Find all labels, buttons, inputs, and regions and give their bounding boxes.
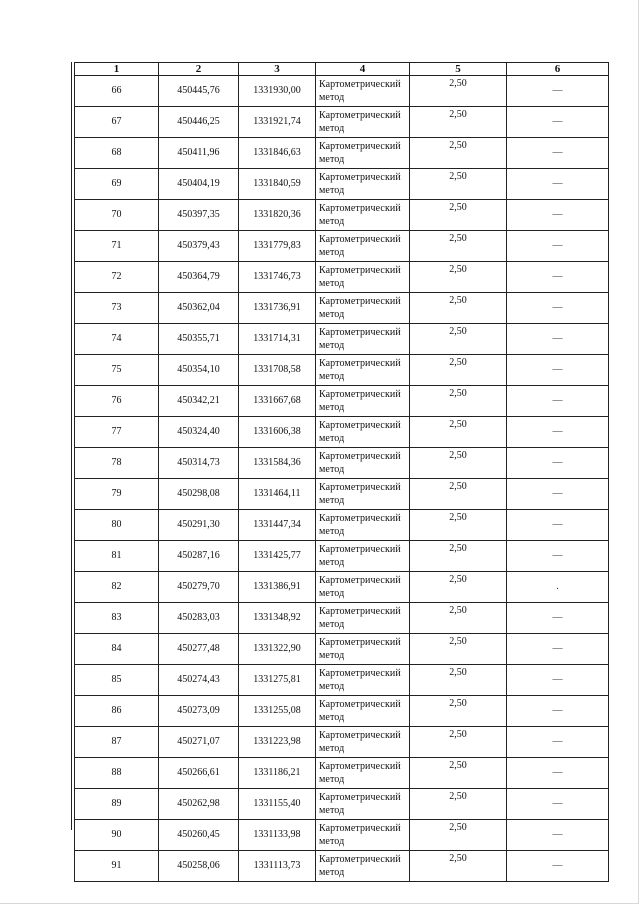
table-row	[75, 448, 609, 479]
y-coordinate-cell: 1331708,58	[239, 355, 316, 386]
error-cell: 2,50	[410, 510, 507, 541]
point-number-cell: 78	[75, 448, 159, 479]
point-number-cell: 68	[75, 138, 159, 169]
point-number-cell: 89	[75, 789, 159, 820]
method-cell: Картометрический метод	[316, 169, 410, 200]
table-row	[75, 696, 609, 727]
table-row	[75, 200, 609, 231]
x-coordinate-cell: 450291,30	[159, 510, 239, 541]
note-cell: —	[507, 789, 609, 820]
y-coordinate-cell: 1331113,73	[239, 851, 316, 882]
error-cell: 2,50	[410, 324, 507, 355]
method-cell: Картометрический метод	[316, 634, 410, 665]
method-cell: Картометрический метод	[316, 138, 410, 169]
x-coordinate-cell: 450258,06	[159, 851, 239, 882]
note-cell: —	[507, 417, 609, 448]
method-cell: Картометрический метод	[316, 355, 410, 386]
note-cell: —	[507, 665, 609, 696]
header-row	[75, 63, 609, 76]
coordinates-table	[74, 62, 609, 882]
x-coordinate-cell: 450364,79	[159, 262, 239, 293]
method-cell: Картометрический метод	[316, 200, 410, 231]
x-coordinate-cell: 450446,25	[159, 107, 239, 138]
table-row	[75, 541, 609, 572]
y-coordinate-cell: 1331464,11	[239, 479, 316, 510]
point-number-cell: 71	[75, 231, 159, 262]
header-col-1: 1	[75, 63, 159, 76]
y-coordinate-cell: 1331840,59	[239, 169, 316, 200]
error-cell: 2,50	[410, 262, 507, 293]
error-cell: 2,50	[410, 758, 507, 789]
y-coordinate-cell: 1331133,98	[239, 820, 316, 851]
y-coordinate-cell: 1331322,90	[239, 634, 316, 665]
x-coordinate-cell: 450287,16	[159, 541, 239, 572]
x-coordinate-cell: 450283,03	[159, 603, 239, 634]
table-row	[75, 231, 609, 262]
x-coordinate-cell: 450411,96	[159, 138, 239, 169]
point-number-cell: 73	[75, 293, 159, 324]
error-cell: 2,50	[410, 386, 507, 417]
method-cell: Картометрический метод	[316, 603, 410, 634]
error-cell: 2,50	[410, 76, 507, 107]
method-cell: Картометрический метод	[316, 727, 410, 758]
x-coordinate-cell: 450298,08	[159, 479, 239, 510]
method-cell: Картометрический метод	[316, 665, 410, 696]
y-coordinate-cell: 1331714,31	[239, 324, 316, 355]
x-coordinate-cell: 450342,21	[159, 386, 239, 417]
note-cell: —	[507, 138, 609, 169]
x-coordinate-cell: 450277,48	[159, 634, 239, 665]
point-number-cell: 79	[75, 479, 159, 510]
table-row	[75, 324, 609, 355]
y-coordinate-cell: 1331820,36	[239, 200, 316, 231]
table-row	[75, 851, 609, 882]
error-cell: 2,50	[410, 572, 507, 603]
x-coordinate-cell: 450260,45	[159, 820, 239, 851]
note-cell: —	[507, 758, 609, 789]
note-cell: —	[507, 231, 609, 262]
table-row	[75, 572, 609, 603]
error-cell: 2,50	[410, 696, 507, 727]
y-coordinate-cell: 1331348,92	[239, 603, 316, 634]
error-cell: 2,50	[410, 727, 507, 758]
table-row	[75, 820, 609, 851]
left-margin-rule	[71, 62, 72, 830]
x-coordinate-cell: 450279,70	[159, 572, 239, 603]
error-cell: 2,50	[410, 851, 507, 882]
note-cell: —	[507, 262, 609, 293]
note-cell: —	[507, 851, 609, 882]
table-row	[75, 634, 609, 665]
y-coordinate-cell: 1331736,91	[239, 293, 316, 324]
y-coordinate-cell: 1331779,83	[239, 231, 316, 262]
error-cell: 2,50	[410, 231, 507, 262]
table-row	[75, 665, 609, 696]
point-number-cell: 70	[75, 200, 159, 231]
x-coordinate-cell: 450262,98	[159, 789, 239, 820]
error-cell: 2,50	[410, 665, 507, 696]
point-number-cell: 84	[75, 634, 159, 665]
y-coordinate-cell: 1331746,73	[239, 262, 316, 293]
table-row	[75, 789, 609, 820]
note-cell: —	[507, 448, 609, 479]
point-number-cell: 72	[75, 262, 159, 293]
y-coordinate-cell: 1331425,77	[239, 541, 316, 572]
table-header	[75, 63, 609, 76]
note-cell: —	[507, 541, 609, 572]
header-col-2: 2	[159, 63, 239, 76]
point-number-cell: 90	[75, 820, 159, 851]
note-cell: —	[507, 107, 609, 138]
x-coordinate-cell: 450355,71	[159, 324, 239, 355]
y-coordinate-cell: 1331584,36	[239, 448, 316, 479]
x-coordinate-cell: 450404,19	[159, 169, 239, 200]
x-coordinate-cell: 450271,07	[159, 727, 239, 758]
y-coordinate-cell: 1331930,00	[239, 76, 316, 107]
note-cell: —	[507, 727, 609, 758]
point-number-cell: 87	[75, 727, 159, 758]
y-coordinate-cell: 1331275,81	[239, 665, 316, 696]
table-row	[75, 417, 609, 448]
method-cell: Картометрический метод	[316, 386, 410, 417]
note-cell: —	[507, 510, 609, 541]
method-cell: Картометрический метод	[316, 758, 410, 789]
table-row	[75, 727, 609, 758]
y-coordinate-cell: 1331155,40	[239, 789, 316, 820]
note-cell: —	[507, 293, 609, 324]
table-row	[75, 510, 609, 541]
error-cell: 2,50	[410, 293, 507, 324]
error-cell: 2,50	[410, 479, 507, 510]
method-cell: Картометрический метод	[316, 448, 410, 479]
error-cell: 2,50	[410, 138, 507, 169]
method-cell: Картометрический метод	[316, 417, 410, 448]
y-coordinate-cell: 1331606,38	[239, 417, 316, 448]
point-number-cell: 75	[75, 355, 159, 386]
error-cell: 2,50	[410, 820, 507, 851]
note-cell: —	[507, 820, 609, 851]
header-col-4: 4	[316, 63, 410, 76]
method-cell: Картометрический метод	[316, 293, 410, 324]
y-coordinate-cell: 1331186,21	[239, 758, 316, 789]
x-coordinate-cell: 450314,73	[159, 448, 239, 479]
error-cell: 2,50	[410, 634, 507, 665]
y-coordinate-cell: 1331667,68	[239, 386, 316, 417]
x-coordinate-cell: 450266,61	[159, 758, 239, 789]
point-number-cell: 74	[75, 324, 159, 355]
error-cell: 2,50	[410, 603, 507, 634]
method-cell: Картометрический метод	[316, 572, 410, 603]
point-number-cell: 91	[75, 851, 159, 882]
error-cell: 2,50	[410, 169, 507, 200]
note-cell: —	[507, 76, 609, 107]
point-number-cell: 66	[75, 76, 159, 107]
x-coordinate-cell: 450354,10	[159, 355, 239, 386]
x-coordinate-cell: 450274,43	[159, 665, 239, 696]
error-cell: 2,50	[410, 107, 507, 138]
x-coordinate-cell: 450379,43	[159, 231, 239, 262]
method-cell: Картометрический метод	[316, 820, 410, 851]
table-row	[75, 758, 609, 789]
point-number-cell: 76	[75, 386, 159, 417]
error-cell: 2,50	[410, 448, 507, 479]
x-coordinate-cell: 450397,35	[159, 200, 239, 231]
note-cell: —	[507, 634, 609, 665]
point-number-cell: 80	[75, 510, 159, 541]
method-cell: Картометрический метод	[316, 510, 410, 541]
y-coordinate-cell: 1331846,63	[239, 138, 316, 169]
point-number-cell: 67	[75, 107, 159, 138]
table-row	[75, 603, 609, 634]
note-cell: —	[507, 169, 609, 200]
y-coordinate-cell: 1331921,74	[239, 107, 316, 138]
table-row	[75, 386, 609, 417]
table-row	[75, 76, 609, 107]
header-col-5: 5	[410, 63, 507, 76]
point-number-cell: 83	[75, 603, 159, 634]
method-cell: Картометрический метод	[316, 851, 410, 882]
table-row	[75, 138, 609, 169]
y-coordinate-cell: 1331386,91	[239, 572, 316, 603]
y-coordinate-cell: 1331223,98	[239, 727, 316, 758]
note-cell: .	[507, 572, 609, 603]
header-col-6: 6	[507, 63, 609, 76]
note-cell: —	[507, 355, 609, 386]
method-cell: Картометрический метод	[316, 479, 410, 510]
note-cell: —	[507, 386, 609, 417]
table-row	[75, 169, 609, 200]
point-number-cell: 77	[75, 417, 159, 448]
header-col-3: 3	[239, 63, 316, 76]
method-cell: Картометрический метод	[316, 696, 410, 727]
note-cell: —	[507, 324, 609, 355]
x-coordinate-cell: 450324,40	[159, 417, 239, 448]
method-cell: Картометрический метод	[316, 107, 410, 138]
y-coordinate-cell: 1331255,08	[239, 696, 316, 727]
point-number-cell: 88	[75, 758, 159, 789]
table-row	[75, 479, 609, 510]
point-number-cell: 86	[75, 696, 159, 727]
table-row	[75, 293, 609, 324]
note-cell: —	[507, 200, 609, 231]
note-cell: —	[507, 603, 609, 634]
x-coordinate-cell: 450362,04	[159, 293, 239, 324]
method-cell: Картометрический метод	[316, 541, 410, 572]
error-cell: 2,50	[410, 417, 507, 448]
method-cell: Картометрический метод	[316, 262, 410, 293]
note-cell: —	[507, 479, 609, 510]
error-cell: 2,50	[410, 200, 507, 231]
error-cell: 2,50	[410, 355, 507, 386]
method-cell: Картометрический метод	[316, 76, 410, 107]
point-number-cell: 81	[75, 541, 159, 572]
table-row	[75, 262, 609, 293]
x-coordinate-cell: 450445,76	[159, 76, 239, 107]
y-coordinate-cell: 1331447,34	[239, 510, 316, 541]
note-cell: —	[507, 696, 609, 727]
x-coordinate-cell: 450273,09	[159, 696, 239, 727]
table-row	[75, 355, 609, 386]
point-number-cell: 85	[75, 665, 159, 696]
table-body	[75, 76, 609, 882]
method-cell: Картометрический метод	[316, 324, 410, 355]
table-row	[75, 107, 609, 138]
method-cell: Картометрический метод	[316, 231, 410, 262]
point-number-cell: 69	[75, 169, 159, 200]
point-number-cell: 82	[75, 572, 159, 603]
method-cell: Картометрический метод	[316, 789, 410, 820]
error-cell: 2,50	[410, 789, 507, 820]
error-cell: 2,50	[410, 541, 507, 572]
